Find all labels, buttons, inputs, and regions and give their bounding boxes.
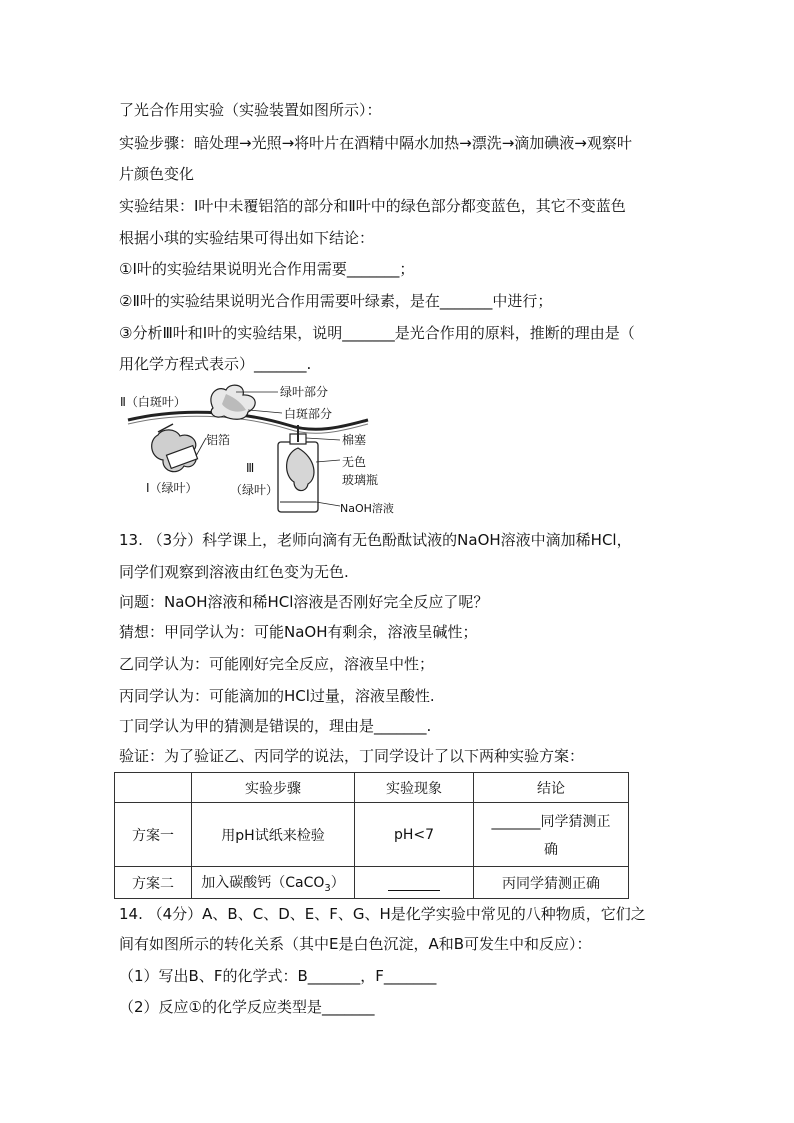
text-line: 乙同学认为：可能刚好完全反应，溶液呈中性； xyxy=(119,655,435,673)
text-line: 验证：为了验证乙、丙同学的说法，丁同学设计了以下两种实验方案： xyxy=(119,747,585,765)
plan-phenomenon: pH<7 xyxy=(355,803,474,867)
table-row xyxy=(115,803,629,867)
label-green-part: 绿叶部分 xyxy=(280,385,329,399)
text-line: 实验步骤：暗处理→光照→将叶片在酒精中隔水加热→漂洗→滴加碘液→观察叶 xyxy=(119,134,632,152)
leader-line xyxy=(306,438,340,440)
text-line: （2）反应①的化学反应类型是_______ xyxy=(119,998,375,1016)
text-line: 丁同学认为甲的猜测是错误的，理由是_______. xyxy=(119,717,432,735)
label-leaf-iii-num: Ⅲ xyxy=(246,461,255,475)
text-line: 间有如图所示的转化关系（其中E是白色沉淀，A和B可发生中和反应）： xyxy=(119,935,592,953)
label-cotton: 棉塞 xyxy=(342,433,367,447)
experiment-plan-table xyxy=(114,772,629,899)
text-line: 实验结果：Ⅰ叶中未覆铝箔的部分和Ⅱ叶中的绿色部分都变蓝色，其它不变蓝色 xyxy=(119,197,626,215)
text-line: ①Ⅰ叶的实验结果说明光合作用需要_______； xyxy=(119,260,415,278)
label-foil: 铝箔 xyxy=(206,433,231,447)
leader-line xyxy=(196,438,206,456)
plan-phenomenon xyxy=(355,867,474,899)
table-header-cell xyxy=(115,773,192,803)
text-line: 同学们观察到溶液由红色变为无色. xyxy=(119,563,349,581)
text-line: ③分析Ⅲ叶和Ⅰ叶的实验结果，说明_______是光合作用的原料，推断的理由是（ xyxy=(119,324,635,342)
text-line: （1）写出B、F的化学式：B_______，F_______ xyxy=(119,967,437,985)
text-line: 片颜色变化 xyxy=(119,165,195,183)
label-white-part: 白斑部分 xyxy=(284,407,333,421)
plan-step-end: ） xyxy=(330,874,345,891)
text-line: 丙同学认为：可能滴加的HCl过量，溶液呈酸性. xyxy=(119,687,435,705)
question-13-stem: 13. （3分）科学课上，老师向滴有无色酚酞试液的NaOH溶液中滴加稀HCl， xyxy=(119,531,632,549)
leaf-iii xyxy=(287,448,314,491)
plan-conclusion-line: _______同学猜测正 xyxy=(491,813,611,830)
plan-name: 方案二 xyxy=(115,867,192,899)
answer-blank[interactable] xyxy=(388,874,440,891)
plan-step-text: 加入碳酸钙（CaCO xyxy=(201,874,325,891)
label-leaf-iii-name: （绿叶） xyxy=(230,483,279,497)
label-naoh: NaOH溶液 xyxy=(340,502,394,515)
label-leaf-i: Ⅰ（绿叶） xyxy=(146,481,198,495)
table-header-cell: 实验现象 xyxy=(355,773,474,803)
label-colorless: 无色 xyxy=(342,455,367,469)
table-header-cell: 实验步骤 xyxy=(192,773,355,803)
plan-name: 方案一 xyxy=(115,803,192,867)
plan-conclusion: 丙同学猜测正确 xyxy=(474,867,629,899)
text-line: 了光合作用实验（实验装置如图所示）： xyxy=(119,101,382,119)
plan-step: 用pH试纸来检验 xyxy=(192,803,355,867)
label-leaf-ii: Ⅱ（白斑叶） xyxy=(120,395,186,409)
plan-conclusion xyxy=(474,803,629,867)
text-line: 根据小琪的实验结果可得出如下结论： xyxy=(119,229,375,247)
plan-step xyxy=(192,867,355,899)
text-line: 用化学方程式表示）_______. xyxy=(119,355,312,373)
question-14-stem: 14. （4分）A、B、C、D、E、F、G、H是化学实验中常见的八种物质，它们之 xyxy=(119,905,646,923)
table-header-cell: 结论 xyxy=(474,773,629,803)
experiment-figure xyxy=(118,380,418,520)
plan-step-subscript: 3 xyxy=(324,882,331,894)
label-bottle: 玻璃瓶 xyxy=(342,473,379,487)
table-row xyxy=(115,867,629,899)
text-line: ②Ⅱ叶的实验结果说明光合作用需要叶绿素，是在_______中进行； xyxy=(119,292,553,310)
leader-line xyxy=(316,460,340,462)
leader-line xyxy=(316,502,340,506)
plan-conclusion-line: 确 xyxy=(544,841,558,858)
leader-line xyxy=(248,410,282,413)
table-header-row xyxy=(115,773,629,803)
text-line: 问题：NaOH溶液和稀HCl溶液是否刚好完全反应了呢？ xyxy=(119,593,489,611)
text-line: 猜想：甲同学认为：可能NaOH有剩余，溶液呈碱性； xyxy=(119,623,478,641)
